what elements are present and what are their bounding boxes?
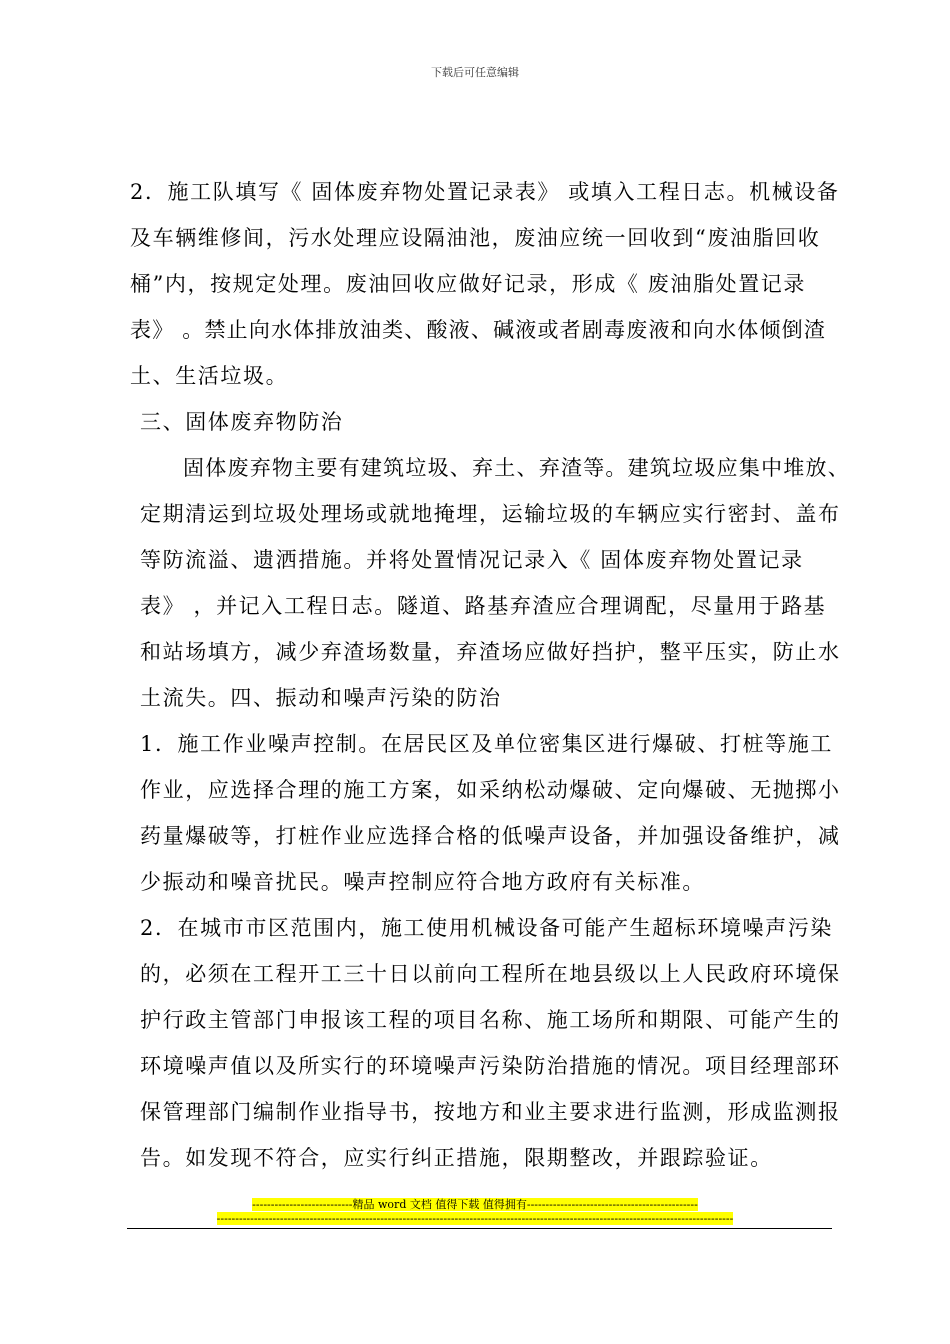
body-line: 2．在城市市区范围内，施工使用机械设备可能产生超标环境噪声污染 — [140, 916, 833, 940]
body-line: 告。如发现不符合，应实行纠正措施，限期整改，并跟踪验证。 — [140, 1146, 773, 1170]
footer-line-2: ------------------------------------------------------------------------------------------------------------------------------------------- — [216, 1212, 734, 1225]
body-line: 土流失。四、振动和噪声污染的防治 — [140, 686, 502, 710]
body-line: 桶”内，按规定处理。废油回收应做好记录，形成《 废油脂处置记录 — [130, 272, 807, 296]
body-line: 少振动和噪音扰民。噪声控制应符合地方政府有关标准。 — [140, 870, 705, 894]
body-line: 和站场填方，减少弃渣场数量，弃渣场应做好挡护，整平压实，防止水 — [140, 640, 841, 664]
body-line: 等防流溢、遗洒措施。并将处置情况记录入《 固体废弃物处置记录 — [140, 548, 804, 572]
body-line: 表》 ，并记入工程日志。隧道、路基弃渣应合理调配，尽量用于路基 — [140, 594, 827, 618]
body-line: 药量爆破等，打桩作业应选择合格的低噪声设备，并加强设备维护，减 — [140, 824, 841, 848]
footer-banner — [0, 1196, 950, 1212]
body-line: 及车辆维修间，污水处理应设隔油池，废油应统一回收到“废油脂回收 — [130, 226, 821, 250]
body-line: 作业，应选择合理的施工方案，如采纳松动爆破、定向爆破、无抛掷小 — [140, 778, 841, 802]
body-line: 1．施工作业噪声控制。在居民区及单位密集区进行爆破、打桩等施工 — [140, 732, 833, 756]
body-line: 土、生活垃圾。 — [130, 364, 289, 388]
body-line: 2．施工队填写《 固体废弃物处置记录表》 或填入工程日志。机械设备 — [130, 180, 840, 204]
body-line: 表》 。禁止向水体排放油类、酸液、碱液或者剧毒废液和向水体倾倒渣 — [130, 318, 827, 342]
body-line: 环境噪声值以及所实行的环境噪声污染防治措施的情况。项目经理部环 — [140, 1054, 841, 1078]
page-header: 下载后可任意编辑 — [431, 66, 519, 79]
body-line: 定期清运到垃圾处理场或就地掩埋，运输垃圾的车辆应实行密封、盖布 — [140, 502, 841, 526]
body-line: 护行政主管部门申报该工程的项目名称、施工场所和期限、可能产生的 — [140, 1008, 841, 1032]
body-line: 保管理部门编制作业指导书，按地方和业主要求进行监测，形成监测报 — [140, 1100, 841, 1124]
section-heading: 三、固体废弃物防治 — [140, 410, 344, 434]
footer-line-1: ---------------------------精品 word 文档 值得下载 值得拥有---------------------------------------------- — [252, 1198, 698, 1211]
footer-banner — [0, 1212, 950, 1225]
footer-rule — [127, 1228, 832, 1229]
body-line: 固体废弃物主要有建筑垃圾、弃土、弃渣等。建筑垃圾应集中堆放、 — [183, 456, 850, 480]
body-line: 的，必须在工程开工三十日以前向工程所在地县级以上人民政府环境保 — [140, 962, 841, 986]
